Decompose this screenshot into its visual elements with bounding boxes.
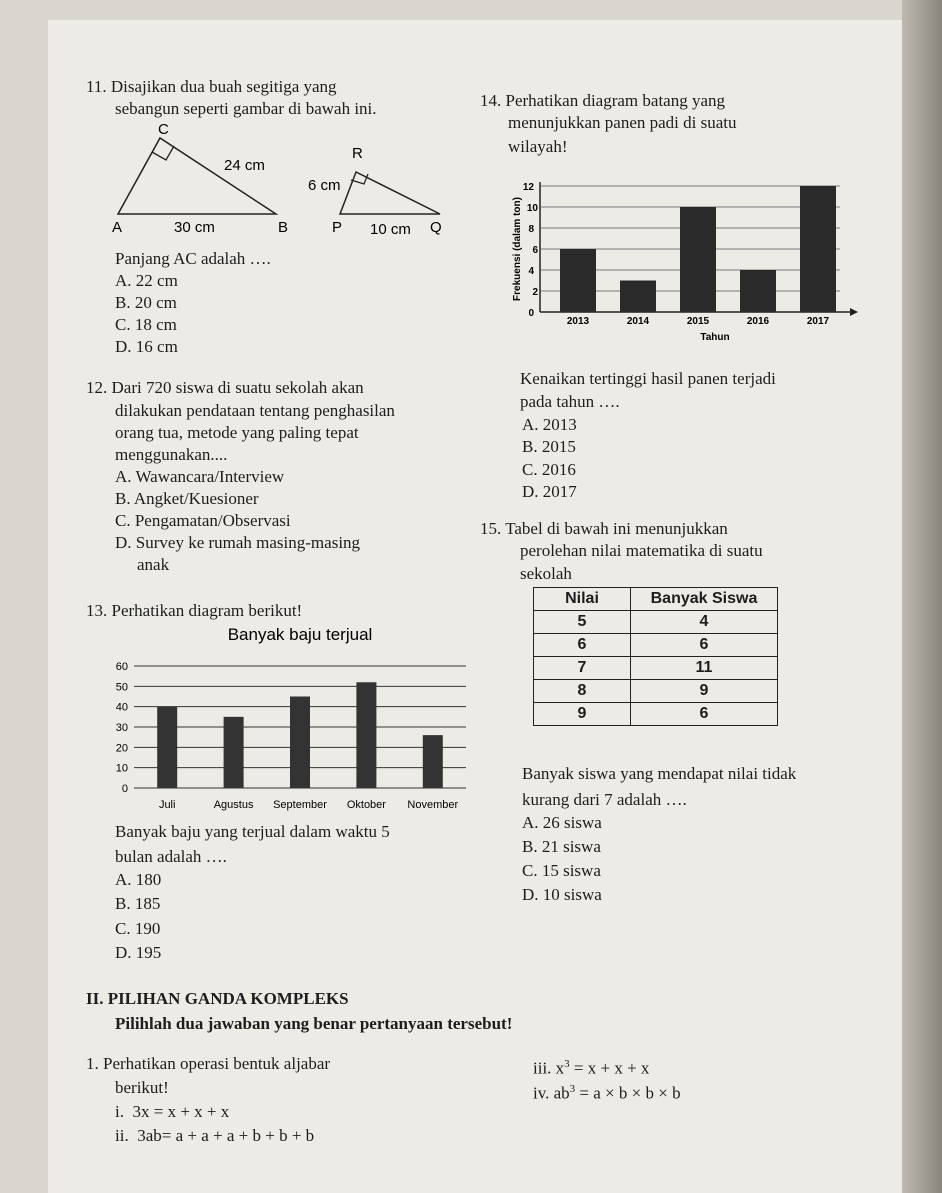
q11-option-b: B. 20 cm xyxy=(115,293,177,312)
table-row xyxy=(534,680,778,703)
q14-question-line1: Kenaikan tertinggi hasil panen terjadi xyxy=(520,369,776,388)
table-row xyxy=(534,634,778,657)
q11-line1: 11. Disajikan dua buah segitiga yang xyxy=(86,77,337,96)
s2-q1-line2: berikut! xyxy=(115,1078,169,1097)
y-tick-label: 40 xyxy=(115,701,128,714)
q12-option-d: D. Survey ke rumah masing-masing xyxy=(115,533,361,552)
q13-option-b: B. 185 xyxy=(115,894,161,913)
label-pq: 10 cm xyxy=(370,221,411,238)
clothes-sold-bar-chart xyxy=(100,618,480,818)
chart-title: Banyak baju terjual xyxy=(227,625,373,644)
section2-heading: II. PILIHAN GANDA KOMPLEKS xyxy=(86,989,349,1008)
table-header-row xyxy=(534,588,778,611)
bar-2015 xyxy=(680,207,716,312)
page-edge-shadow xyxy=(902,0,942,1193)
triangle-abc xyxy=(118,138,276,214)
y-tick-label: 30 xyxy=(115,722,128,734)
label-ab: 30 cm xyxy=(174,219,215,236)
q12-line3: orang tua, metode yang paling tepat xyxy=(115,423,359,442)
y-tick-label: 6 xyxy=(532,245,538,256)
x-tick-label: 2013 xyxy=(566,316,590,327)
x-tick-label: Oktober xyxy=(346,799,386,811)
q14-question-line2: pada tahun …. xyxy=(520,392,620,411)
y-tick-label: 10 xyxy=(115,762,128,775)
s2-item-iii-num: iii. xyxy=(533,1058,552,1078)
table-header-banyak-siswa: Banyak Siswa xyxy=(631,588,778,611)
table-cell: 6 xyxy=(534,634,631,657)
q15-line1: 15. Tabel di bawah ini menunjukkan xyxy=(480,519,728,538)
q15-question-line1: Banyak siswa yang mendapat nilai tidak xyxy=(522,764,797,783)
q15-line3: sekolah xyxy=(520,564,572,583)
q13-option-a: A. 180 xyxy=(115,870,162,889)
q13-option-c: C. 190 xyxy=(115,919,161,938)
q11-option-a: A. 22 cm xyxy=(115,271,178,290)
table-cell: 6 xyxy=(631,634,778,657)
table-cell: 9 xyxy=(631,680,778,703)
s2-item-iii-rest: = x + x + x xyxy=(569,1058,650,1078)
x-tick-label: 2014 xyxy=(626,316,650,327)
s2-item-iv-exp: 3 xyxy=(569,1083,576,1095)
bar-september xyxy=(290,697,310,789)
s2-item-iv-base: ab xyxy=(553,1083,570,1103)
table-cell: 8 xyxy=(534,680,631,703)
q14-option-b: B. 2015 xyxy=(522,437,576,456)
label-pr: 6 cm xyxy=(308,177,341,194)
q15-option-c: C. 15 siswa xyxy=(522,861,601,880)
table-cell: 7 xyxy=(534,657,631,680)
x-tick-label: 2017 xyxy=(806,316,830,327)
bar-agustus xyxy=(224,717,244,788)
y-tick-label: 10 xyxy=(526,203,538,214)
q13-question-line1: Banyak baju yang terjual dalam waktu 5 xyxy=(115,822,390,841)
x-tick-label: November xyxy=(407,799,459,811)
s2-item-ii xyxy=(115,1125,314,1147)
q15-option-b: B. 21 siswa xyxy=(522,837,601,856)
label-q: Q xyxy=(430,219,442,236)
q14-option-c: C. 2016 xyxy=(522,460,576,479)
x-axis-arrow xyxy=(850,308,858,316)
q11-option-c: C. 18 cm xyxy=(115,315,177,334)
similar-triangles-figure xyxy=(108,118,458,248)
q14-option-d: D. 2017 xyxy=(522,482,577,501)
label-c: C xyxy=(158,121,169,138)
s2-item-iv-num: iv. xyxy=(533,1083,550,1103)
s2-item-i-num: i. xyxy=(115,1102,124,1121)
x-tick-label: Agustus xyxy=(213,799,254,811)
y-tick-label: 12 xyxy=(522,182,534,193)
table-header-nilai: Nilai xyxy=(534,588,631,611)
q13-question-line2: bulan adalah …. xyxy=(115,847,227,866)
table-cell: 5 xyxy=(534,611,631,634)
triangle-pqr xyxy=(340,172,440,214)
bar-2013 xyxy=(560,249,596,312)
label-r: R xyxy=(352,145,363,162)
bar-november xyxy=(423,735,443,788)
q12-option-d-cont: anak xyxy=(137,555,170,574)
s2-item-iv xyxy=(533,1078,681,1105)
s2-item-ii-expr: 3ab= a + a + a + b + b + b xyxy=(137,1126,315,1145)
s2-item-iv-rest: = a × b × b × b xyxy=(575,1083,681,1103)
q15-line2: perolehan nilai matematika di suatu xyxy=(520,541,763,560)
table-cell: 11 xyxy=(631,657,778,680)
x-tick-label: September xyxy=(273,799,327,811)
q15-question-line2: kurang dari 7 adalah …. xyxy=(522,790,687,809)
q14-option-a: A. 2013 xyxy=(522,415,577,434)
s2-item-ii-num: ii. xyxy=(115,1126,129,1145)
table-cell: 9 xyxy=(534,703,631,726)
bar-2016 xyxy=(740,270,776,312)
table-row xyxy=(534,611,778,634)
q11-option-d: D. 16 cm xyxy=(115,337,178,356)
q15-option-a: A. 26 siswa xyxy=(522,813,602,832)
q12-option-c: C. Pengamatan/Observasi xyxy=(115,511,291,530)
s2-item-i-expr: 3x = x + x + x xyxy=(132,1102,230,1121)
y-tick-label: 50 xyxy=(115,681,128,694)
q15-option-d: D. 10 siswa xyxy=(522,885,602,904)
q11-line2: sebangun seperti gambar di bawah ini. xyxy=(115,99,377,118)
x-tick-label: 2015 xyxy=(686,316,710,327)
s2-q1-line1: 1. Perhatikan operasi bentuk aljabar xyxy=(86,1054,331,1073)
q14-line2: menunjukkan panen padi di suatu xyxy=(508,113,737,132)
y-tick-label: 20 xyxy=(115,742,128,755)
section2-instruction: Pilihlah dua jawaban yang benar pertanyaan tersebut! xyxy=(115,1014,513,1033)
y-tick-label: 2 xyxy=(532,287,538,298)
q13-line1: 13. Perhatikan diagram berikut! xyxy=(86,601,303,620)
q12-line2: dilakukan pendataan tentang penghasilan xyxy=(115,401,395,420)
label-a: A xyxy=(112,219,123,236)
score-table xyxy=(533,587,778,726)
y-tick-label: 0 xyxy=(121,783,128,795)
y-axis-title: Frekuensi (dalam ton) xyxy=(512,197,523,301)
q12-line1: 12. Dari 720 siswa di suatu sekolah akan xyxy=(86,378,364,397)
y-tick-label: 8 xyxy=(528,224,534,235)
label-p: P xyxy=(332,219,343,236)
bar-2014 xyxy=(620,281,656,313)
q12-option-b: B. Angket/Kuesioner xyxy=(115,489,259,508)
s2-item-iii-exp: 3 xyxy=(564,1058,570,1070)
q14-line1: 14. Perhatikan diagram batang yang xyxy=(480,91,726,110)
table-cell: 4 xyxy=(631,611,778,634)
s2-item-iii xyxy=(533,1053,649,1080)
bar-oktober xyxy=(356,682,376,788)
y-tick-label: 60 xyxy=(115,661,128,673)
q13-option-d: D. 195 xyxy=(115,943,162,962)
y-tick-label: 4 xyxy=(528,266,534,277)
q12-option-a: A. Wawancara/Interview xyxy=(115,467,285,486)
x-axis-title: Tahun xyxy=(700,332,730,343)
table-cell: 6 xyxy=(631,703,778,726)
q11-question: Panjang AC adalah …. xyxy=(115,249,271,268)
s2-item-i xyxy=(115,1101,229,1123)
right-angle-mark-c xyxy=(152,146,174,160)
bar-juli xyxy=(157,707,177,788)
x-tick-label: Juli xyxy=(158,799,176,811)
table-row xyxy=(534,657,778,680)
s2-item-iii-base: x xyxy=(555,1058,565,1078)
bar-2017 xyxy=(800,186,836,312)
q14-line3: wilayah! xyxy=(508,137,568,156)
rice-harvest-bar-chart xyxy=(500,172,860,362)
table-row xyxy=(534,703,778,726)
label-cb: 24 cm xyxy=(224,157,265,174)
q12-line4: menggunakan.... xyxy=(115,445,228,464)
label-b: B xyxy=(278,219,289,236)
x-tick-label: 2016 xyxy=(746,316,770,327)
y-tick-label: 0 xyxy=(528,308,534,319)
